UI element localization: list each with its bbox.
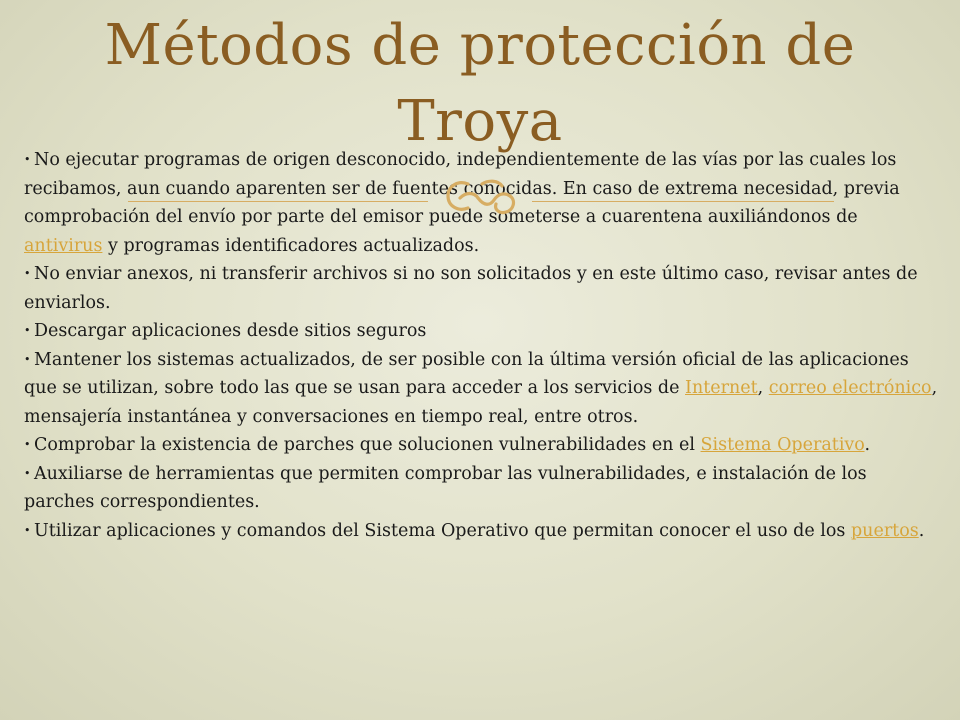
bullet-icon: •: [24, 438, 31, 451]
ornament-divider-left: [128, 201, 428, 202]
bullet-icon: •: [24, 466, 31, 480]
bullet-item: [24, 346, 938, 432]
bullet-text: Descargar aplicaciones desde sitios seguros: [34, 321, 427, 341]
bullet-text: , mensajería instantánea y conversaciones en tiempo real, entre otros.: [24, 378, 938, 427]
bullet-item: [24, 460, 938, 517]
bullet-item: [24, 317, 938, 346]
bullet-text: Mantener los sistemas actualizados, de ser posible con la última versión oficial de las aplicaciones que se utilizan, sobre todo las que se usan para acceder a los servicios de: [24, 349, 909, 398]
bullet-item: [24, 517, 938, 546]
slide-title: Métodos de protección de Troya: [104, 13, 856, 154]
bullet-icon: •: [24, 153, 31, 166]
ornament-divider-right: [532, 201, 834, 202]
bullet-text: .: [918, 520, 925, 541]
bullet-text: Utilizar aplicaciones y comandos del Sistema Operativo que permitan conocer el uso de los: [34, 520, 851, 541]
internet-link[interactable]: Internet: [685, 378, 758, 398]
bullet-icon: •: [24, 267, 31, 280]
bullet-icon: •: [24, 523, 31, 537]
bullet-icon: •: [24, 352, 31, 366]
bullet-text: Comprobar la existencia de parches que solucionen vulnerabilidades en el: [34, 435, 701, 455]
bullet-text: y programas identificadores actualizados.: [102, 235, 480, 256]
bullet-text: No enviar anexos, ni transferir archivos si no son solicitados y en este último caso, revisar antes de enviarlos.: [24, 264, 918, 313]
bullet-icon: •: [24, 324, 31, 337]
bullet-text: .: [864, 435, 871, 455]
correo-electronico-link[interactable]: correo electrónico: [768, 378, 932, 398]
bullet-item: [24, 260, 938, 317]
bullet-text: No ejecutar programas de origen desconocido, independientemente de las vías por las cuales los recibamos, aun cuando aparenten ser de fuentes conocidas. En caso de extrema necesidad, previa comprobación del envío por parte del emisor puede someterse a cuarentena auxiliándonos de: [24, 150, 900, 227]
bullet-item: [24, 431, 938, 460]
antivirus-link[interactable]: antivirus: [24, 235, 103, 256]
puertos-link[interactable]: puertos: [850, 520, 919, 541]
swirl-ornament-icon: [438, 172, 522, 222]
sistema-operativo-link[interactable]: Sistema Operativo: [700, 435, 865, 455]
bullet-text: ,: [757, 378, 769, 398]
bullet-text: Auxiliarse de herramientas que permiten comprobar las vulnerabilidades, e instalación de los parches correspondientes.: [24, 463, 867, 512]
